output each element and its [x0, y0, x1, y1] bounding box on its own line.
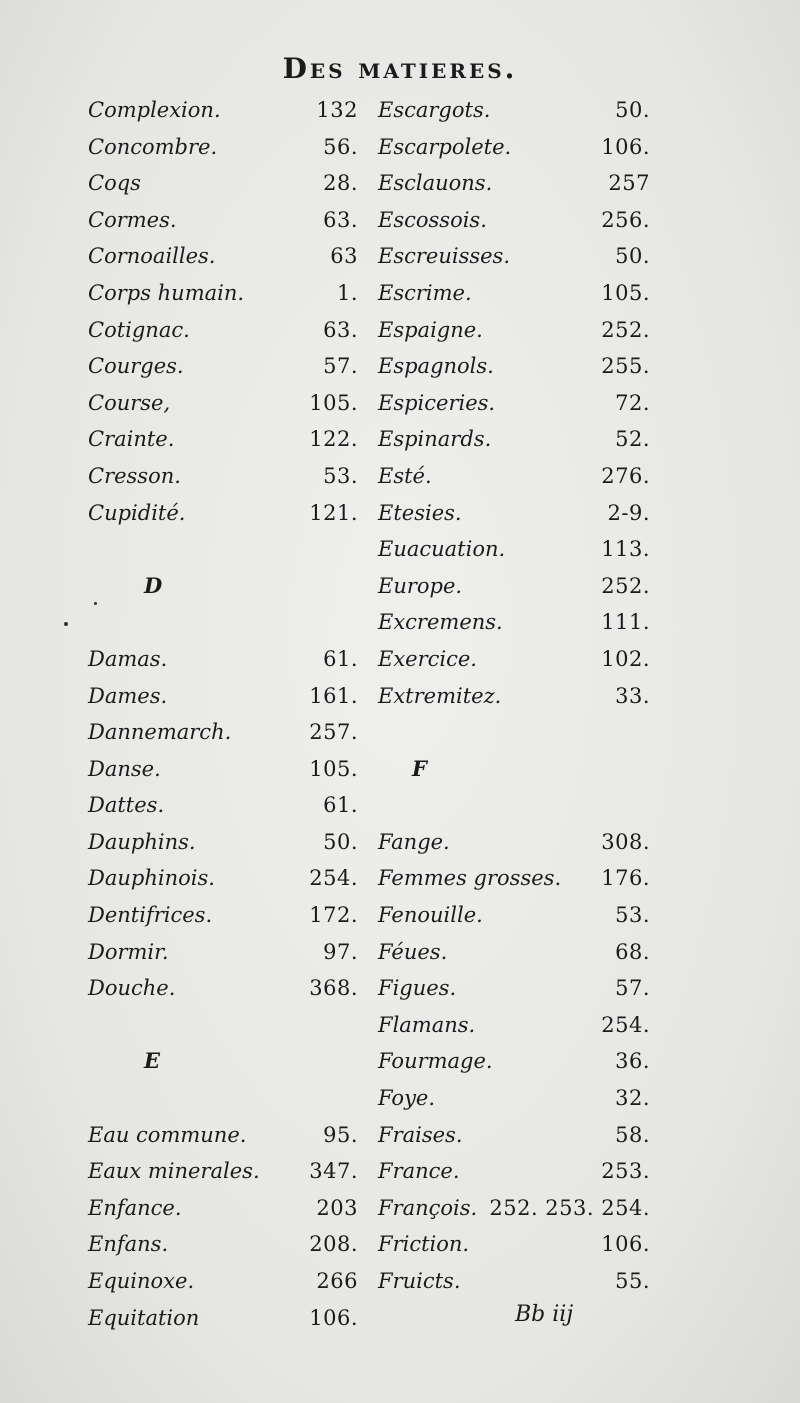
- entry-term: Esté.: [378, 463, 432, 488]
- entry-page-number: 50.: [615, 98, 650, 122]
- entry-term: Coqs: [88, 171, 141, 196]
- entry-term: Eau commune.: [88, 1122, 247, 1147]
- entry-page-number: 68.: [615, 939, 650, 964]
- entry-page-number: 2-9.: [607, 500, 650, 525]
- ink-speck: [64, 622, 68, 626]
- entry-page-number: 52.: [615, 427, 650, 452]
- index-entry: [88, 824, 358, 861]
- section-letter: D: [144, 572, 163, 598]
- entry-term: Excremens.: [378, 610, 503, 635]
- index-entry: [88, 129, 358, 166]
- index-entry: [378, 934, 650, 971]
- entry-term: Figues.: [378, 976, 457, 1001]
- entry-term: Escrime.: [378, 280, 472, 305]
- entry-page-number: 254.: [601, 1012, 650, 1037]
- entry-page-number: 106.: [309, 1305, 358, 1330]
- index-entry: [88, 348, 358, 385]
- index-entry: [88, 421, 358, 458]
- entry-page-number: 257.: [309, 720, 358, 745]
- blank-row: [88, 604, 358, 641]
- entry-term: Cormes.: [88, 207, 177, 232]
- entry-term: Enfance.: [88, 1195, 182, 1220]
- index-entry: [378, 421, 650, 458]
- entry-page-number: 97.: [323, 939, 358, 964]
- entry-page-number: 105.: [601, 280, 650, 305]
- entry-term: Enfans.: [88, 1232, 169, 1257]
- entry-page-number: 252. 253. 254.: [489, 1195, 650, 1220]
- entry-term: Escarpolete.: [378, 134, 512, 159]
- entry-term: François.: [378, 1195, 478, 1220]
- entry-term: Espaigne.: [378, 317, 483, 342]
- index-entry: [378, 92, 650, 129]
- entry-page-number: 53.: [615, 903, 650, 928]
- index-entry: [378, 604, 650, 641]
- index-entry: [378, 531, 650, 568]
- entry-term: Concombre.: [88, 134, 218, 159]
- section-letter-row: [88, 1043, 358, 1080]
- index-entry: [88, 238, 358, 275]
- index-entry: [378, 824, 650, 861]
- entry-term: Friction.: [378, 1232, 470, 1257]
- index-entry: [88, 860, 358, 897]
- entry-term: Femmes grosses.: [378, 866, 562, 891]
- ink-speck: [94, 602, 97, 605]
- entry-page-number: 208.: [309, 1232, 358, 1257]
- index-column-right: [378, 92, 650, 1300]
- entry-page-number: 256.: [601, 207, 650, 232]
- index-entry: [88, 641, 358, 678]
- entry-term: Course,: [88, 390, 171, 415]
- entry-term: Dannemarch.: [88, 720, 232, 745]
- index-entry: [378, 202, 650, 239]
- entry-page-number: 121.: [309, 500, 358, 525]
- entry-term: Dames.: [88, 683, 168, 708]
- blank-row: [88, 1080, 358, 1117]
- entry-term: France.: [378, 1159, 460, 1184]
- entry-page-number: 347.: [309, 1159, 358, 1184]
- entry-page-number: 57.: [615, 976, 650, 1001]
- entry-page-number: 72.: [615, 390, 650, 415]
- entry-term: Fenouille.: [378, 903, 483, 928]
- entry-term: Escossois.: [378, 207, 487, 232]
- index-entry: [378, 458, 650, 495]
- entry-page-number: 252.: [601, 573, 650, 598]
- entry-page-number: 122.: [309, 427, 358, 452]
- index-entry: [88, 934, 358, 971]
- entry-term: Escargots.: [378, 98, 491, 122]
- index-entry: [378, 1117, 650, 1154]
- entry-page-number: 33.: [615, 683, 650, 708]
- index-entry: [378, 1153, 650, 1190]
- index-entry: [88, 202, 358, 239]
- entry-page-number: 53.: [323, 463, 358, 488]
- index-entry: [378, 1043, 650, 1080]
- entry-page-number: 57.: [323, 354, 358, 379]
- index-entry: [378, 860, 650, 897]
- entry-term: Courges.: [88, 354, 184, 379]
- index-entry: [378, 641, 650, 678]
- entry-page-number: 368.: [309, 976, 358, 1001]
- index-entry: [378, 568, 650, 605]
- entry-term: Complexion.: [88, 98, 221, 122]
- entry-term: Douche.: [88, 976, 176, 1001]
- entry-page-number: 32.: [615, 1086, 650, 1111]
- entry-page-number: 55.: [615, 1269, 650, 1293]
- entry-page-number: 61.: [323, 646, 358, 671]
- entry-page-number: 111.: [601, 610, 650, 635]
- entry-page-number: 50.: [615, 244, 650, 269]
- entry-page-number: 106.: [601, 134, 650, 159]
- index-entry: [378, 129, 650, 166]
- entry-page-number: 63: [330, 244, 358, 269]
- entry-term: Extremitez.: [378, 683, 502, 708]
- index-entry: [378, 348, 650, 385]
- entry-page-number: 276.: [601, 463, 650, 488]
- entry-term: Corps humain.: [88, 280, 245, 305]
- index-entry: [88, 1190, 358, 1227]
- entry-page-number: 36.: [615, 1049, 650, 1074]
- entry-term: Euacuation.: [378, 537, 506, 562]
- index-column-left: [88, 92, 358, 1336]
- entry-page-number: 102.: [601, 646, 650, 671]
- entry-page-number: 161.: [309, 683, 358, 708]
- index-entry: [378, 1080, 650, 1117]
- index-entry: [88, 1153, 358, 1190]
- section-letter-row: [378, 751, 650, 788]
- entry-term: Dauphinois.: [88, 866, 215, 891]
- entry-page-number: 61.: [323, 793, 358, 818]
- index-entry: [378, 897, 650, 934]
- index-entry: [378, 312, 650, 349]
- index-entry: [88, 1263, 358, 1300]
- index-entry: [378, 1263, 650, 1300]
- index-entry: [88, 714, 358, 751]
- entry-term: Cornoailles.: [88, 244, 216, 269]
- index-entry: [378, 1190, 650, 1227]
- signature-mark: Bb iij: [515, 1302, 574, 1327]
- entry-page-number: 50.: [323, 829, 358, 854]
- entry-term: Dormir.: [88, 939, 169, 964]
- entry-term: Espinards.: [378, 427, 492, 452]
- entry-term: Fruicts.: [378, 1269, 461, 1293]
- index-entry: [88, 1300, 358, 1337]
- entry-term: Espiceries.: [378, 390, 496, 415]
- entry-term: Féues.: [378, 939, 448, 964]
- section-letter: E: [144, 1048, 161, 1074]
- index-entry: [88, 495, 358, 532]
- entry-term: Fange.: [378, 829, 450, 854]
- entry-page-number: 308.: [601, 829, 650, 854]
- section-letter-row: [88, 568, 358, 605]
- entry-term: Espagnols.: [378, 354, 494, 379]
- entry-term: Fourmage.: [378, 1049, 493, 1074]
- entry-page-number: 113.: [601, 537, 650, 562]
- index-entry: [88, 458, 358, 495]
- entry-page-number: 203: [316, 1195, 358, 1220]
- entry-term: Damas.: [88, 646, 168, 671]
- index-entry: [88, 312, 358, 349]
- index-entry: [88, 1117, 358, 1154]
- entry-page-number: 28.: [323, 171, 358, 196]
- index-entry: [88, 751, 358, 788]
- entry-term: Cresson.: [88, 463, 181, 488]
- blank-row: [88, 1007, 358, 1044]
- entry-page-number: 105.: [309, 756, 358, 781]
- entry-term: Fraises.: [378, 1122, 463, 1147]
- entry-page-number: 255.: [601, 354, 650, 379]
- index-entry: [378, 165, 650, 202]
- blank-row: [378, 787, 650, 824]
- entry-term: Escreuisses.: [378, 244, 511, 269]
- entry-page-number: 63.: [323, 207, 358, 232]
- entry-term: Dentifrices.: [88, 903, 213, 928]
- entry-page-number: 1.: [336, 280, 358, 305]
- index-entry: [88, 897, 358, 934]
- index-entry: [378, 275, 650, 312]
- entry-page-number: 58.: [615, 1122, 650, 1147]
- entry-term: Esclauons.: [378, 171, 493, 196]
- index-entry: [88, 92, 358, 129]
- entry-term: Eaux minerales.: [88, 1159, 260, 1184]
- index-entry: [88, 970, 358, 1007]
- entry-page-number: 63.: [323, 317, 358, 342]
- entry-page-number: 95.: [323, 1122, 358, 1147]
- entry-term: Equinoxe.: [88, 1269, 195, 1293]
- blank-row: [88, 531, 358, 568]
- index-entry: [378, 1007, 650, 1044]
- entry-term: Dauphins.: [88, 829, 196, 854]
- blank-row: [378, 714, 650, 751]
- entry-term: Flamans.: [378, 1012, 476, 1037]
- index-entry: [378, 970, 650, 1007]
- index-entry: [378, 678, 650, 715]
- entry-page-number: 252.: [601, 317, 650, 342]
- entry-page-number: 176.: [601, 866, 650, 891]
- entry-page-number: 253.: [601, 1159, 650, 1184]
- entry-term: Cotignac.: [88, 317, 190, 342]
- entry-term: Foye.: [378, 1086, 436, 1111]
- entry-term: Equitation: [88, 1305, 200, 1330]
- index-entry: [88, 678, 358, 715]
- entry-term: Danse.: [88, 756, 161, 781]
- index-entry: [88, 787, 358, 824]
- entry-term: Europe.: [378, 573, 463, 598]
- entry-page-number: 56.: [323, 134, 358, 159]
- index-entry: [88, 275, 358, 312]
- entry-term: Dattes.: [88, 793, 165, 818]
- index-entry: [378, 385, 650, 422]
- entry-page-number: 106.: [601, 1232, 650, 1257]
- page-header: Des matieres.: [282, 52, 518, 85]
- index-entry: [378, 1226, 650, 1263]
- entry-term: Etesies.: [378, 500, 462, 525]
- index-entry: [88, 165, 358, 202]
- entry-term: Crainte.: [88, 427, 175, 452]
- section-letter: F: [412, 755, 427, 781]
- entry-page-number: 132: [316, 98, 358, 122]
- index-entry: [88, 1226, 358, 1263]
- index-entry: [88, 385, 358, 422]
- entry-term: Cupidité.: [88, 500, 186, 525]
- index-entry: [378, 238, 650, 275]
- entry-page-number: 105.: [309, 390, 358, 415]
- entry-term: Exercice.: [378, 646, 477, 671]
- entry-page-number: 257: [608, 171, 650, 196]
- entry-page-number: 172.: [309, 903, 358, 928]
- entry-page-number: 266: [316, 1269, 358, 1293]
- index-entry: [378, 495, 650, 532]
- entry-page-number: 254.: [309, 866, 358, 891]
